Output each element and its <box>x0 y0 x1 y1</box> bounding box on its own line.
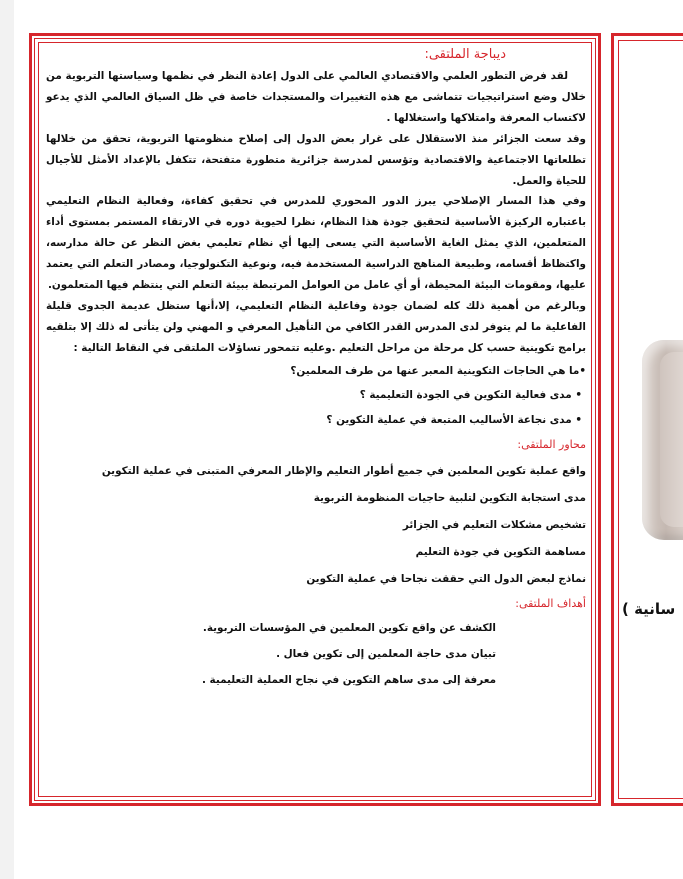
axis-item: واقع عملية تكوين المعلمين في جميع أطوار التعليم والإطار المعرفي المتبنى في عملية التكوين <box>101 465 586 478</box>
document-body <box>46 44 586 693</box>
axis-item: نماذج لبعض الدول التي حققت نجاحا في عملية التكوين <box>306 573 586 586</box>
axes-heading: محاور الملتقى: <box>517 438 586 452</box>
side-panel-text: سانية ) <box>622 600 676 618</box>
goal-item: معرفة إلى مدى ساهم التكوين في نجاح العملية التعليمية . <box>201 674 496 687</box>
goals-heading: أهداف الملتقى: <box>515 597 586 611</box>
axes-list <box>46 458 586 593</box>
paragraph-4: وبالرغم من أهمية ذلك كله لضمان جودة وفاعلية النظام التعليمي، إلا،أنها ستظل عديمة الجدوى قليلة الفاعلية ما لم يتوفر لدى المدرس القدر الكافي من التأهيل المعرفي و المهني ولن يتأتى له ذلك إلا بتلقيه برامج تكوينية حسب كل مرحلة من مراحل التعليم .وعليه تتمحور تساؤلات الملتقى في النقاط التالية : <box>46 299 586 354</box>
paragraph-1: لقد فرض التطور العلمي والاقتصادي العالمي على الدول إعادة النظر في نظمها وسياستها التربوية من خلال وضع استراتيجيات تتماشى مع هذه التغييرات والمستجدات خاصة في ظل السياق العالمي الذي يدعو لاكتساب المعرفة وامتلاكها واستغلالها . <box>46 70 586 124</box>
goals-list <box>46 615 586 693</box>
decorative-3d-shape-face <box>660 352 683 527</box>
questions-list <box>46 359 586 433</box>
question-3: • مدى نجاعة الأساليب المتبعة في عملية التكوين ؟ <box>326 413 582 426</box>
question-2: • مدى فعالية التكوين في الجودة التعليمية ؟ <box>359 389 582 402</box>
goal-item: تبيان مدى حاجة المعلمين إلى تكوين فعال . <box>276 648 496 661</box>
axis-item: مدى استجابة التكوين لتلبية حاجيات المنظومة التربوية <box>313 492 586 505</box>
axis-item: تشخيص مشكلات التعليم في الجزائر <box>402 519 586 532</box>
goal-item: الكشف عن واقع تكوين المعلمين في المؤسسات التربوية. <box>202 622 496 635</box>
axis-item: مساهمة التكوين في جودة التعليم <box>415 546 586 559</box>
question-1: •ما هي الحاجات التكوينية المعبر عنها من طرف المعلمين؟ <box>290 364 586 377</box>
document-title: ديباجة الملتقى: <box>424 47 506 62</box>
left-margin-strip <box>0 0 14 879</box>
paragraph-3: وفي هذا المسار الإصلاحي يبرز الدور المحوري للمدرس في تحقيق كفاءة، وفعالية النظام التعليمي باعتباره الركيزة الأساسية لتحقيق جودة هذا النظام، نظرا لحيوية دوره في الارتقاء المستمر بمستوى أداء المتعلمين، الذي يمثل الغاية الأساسية التي يسعى إليها أي نظام تعليمي بغض النظر عن حالة مدارسه، واكتظاظ أقسامه، وطبيعة المناهج الدراسية المستخدمة فيه، ونوعية التكنولوجيا، ومصادر التعلم التي يعتمد عليها، ومقومات البيئة المحيطة، أو أي عامل من العوامل المرتبطة ببيئة التعلم التي ينتظم فيها المتعلمون. <box>46 195 586 292</box>
paragraph-2: وقد سعت الجزائر منذ الاستقلال على غرار بعض الدول إلى إصلاح منظومتها التربوية، تحقق من خلالها تطلعاتها الاجتماعية والاقتصادية وتؤسس لمدرسة جزائرية متطورة متفتحة، تتكفل بالإعداد الأمثل للأجيال للحياة والعمل. <box>46 132 586 187</box>
